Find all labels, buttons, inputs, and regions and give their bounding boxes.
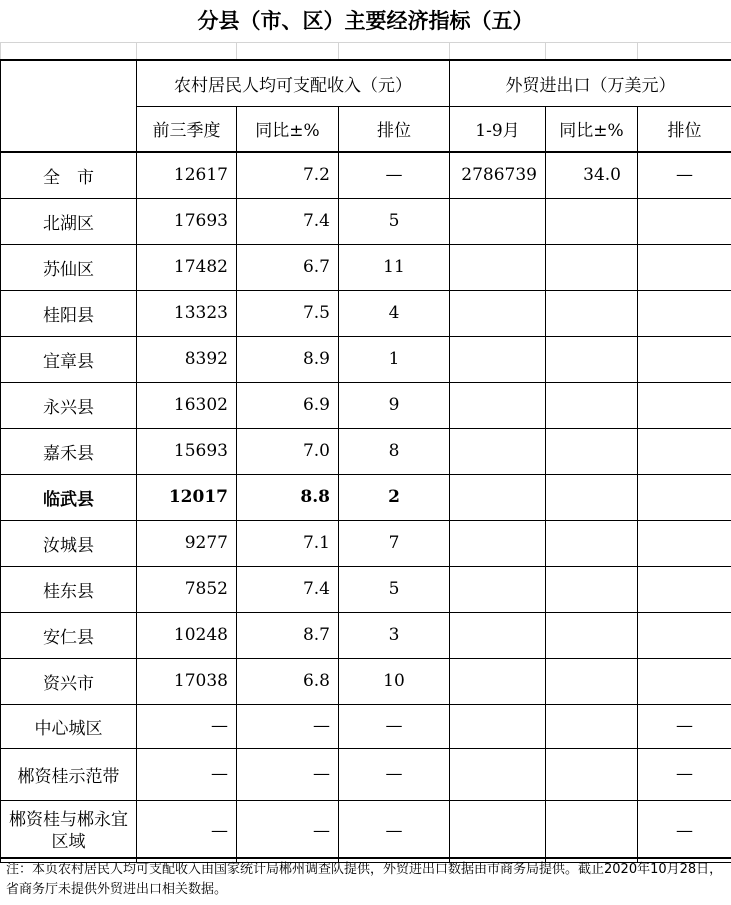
header-corner: [1, 60, 137, 152]
trade-yoy-cell: [546, 748, 638, 800]
header-sub-cell: 排位: [638, 106, 731, 152]
header-sub-cell: 同比±%: [546, 106, 638, 152]
income-value-cell: —: [137, 800, 237, 862]
row-name-cell: 郴资桂示范带: [1, 748, 137, 800]
income-value-cell: 17693: [137, 198, 237, 244]
indicator-table: [0, 42, 731, 863]
trade-rank-cell: —: [638, 800, 731, 862]
trade-value-cell: [450, 704, 546, 748]
trade-rank-cell: [638, 612, 731, 658]
table-row: [1, 152, 731, 198]
trade-yoy-cell: 34.0: [546, 152, 638, 198]
row-name-cell: 桂东县: [1, 566, 137, 612]
income-value-cell: 15693: [137, 428, 237, 474]
trade-value-cell: 2786739: [450, 152, 546, 198]
income-value-cell: —: [137, 704, 237, 748]
header-sub-cell: 排位: [339, 106, 450, 152]
table-row: [1, 748, 731, 800]
table-row: [1, 566, 731, 612]
page-title: 分县（市、区）主要经济指标（五）: [197, 9, 534, 33]
row-name-cell: 嘉禾县: [1, 428, 137, 474]
row-name-cell: 宜章县: [1, 336, 137, 382]
row-name-cell: 苏仙区: [1, 244, 137, 290]
income-value-cell: 16302: [137, 382, 237, 428]
income-value-cell: 9277: [137, 520, 237, 566]
income-value-cell: 12017: [137, 474, 237, 520]
income-rank-cell: 5: [339, 566, 450, 612]
trade-yoy-cell: [546, 566, 638, 612]
header-income: 农村居民人均可支配收入（元）: [137, 60, 450, 106]
income-rank-cell: —: [339, 152, 450, 198]
trade-rank-cell: [638, 198, 731, 244]
trade-rank-cell: [638, 382, 731, 428]
row-name-cell: 中心城区: [1, 704, 137, 748]
table-row: [1, 198, 731, 244]
income-rank-cell: —: [339, 704, 450, 748]
income-rank-cell: 10: [339, 658, 450, 704]
trade-rank-cell: [638, 290, 731, 336]
income-value-cell: 8392: [137, 336, 237, 382]
table-row: [1, 244, 731, 290]
header-sub-cell: 前三季度: [137, 106, 237, 152]
trade-value-cell: [450, 290, 546, 336]
row-name-cell: 桂阳县: [1, 290, 137, 336]
income-yoy-cell: 8.8: [237, 474, 339, 520]
trade-yoy-cell: [546, 428, 638, 474]
trade-yoy-cell: [546, 520, 638, 566]
income-value-cell: 7852: [137, 566, 237, 612]
header-sub-cell: 1-9月: [450, 106, 546, 152]
income-rank-cell: 3: [339, 612, 450, 658]
trade-value-cell: [450, 382, 546, 428]
income-rank-cell: 1: [339, 336, 450, 382]
footnote: 注：本页农村居民人均可支配收入由国家统计局郴州调查队提供，外贸进出口数据由市商务局提供。截止2020年10月28日，省商务厅未提供外贸进出口相关数据。: [6, 862, 723, 897]
trade-rank-cell: [638, 566, 731, 612]
income-yoy-cell: 7.4: [237, 566, 339, 612]
trade-yoy-cell: [546, 704, 638, 748]
spacer-row: [1, 43, 731, 61]
row-name-cell: 永兴县: [1, 382, 137, 428]
income-value-cell: 13323: [137, 290, 237, 336]
table-row: [1, 290, 731, 336]
table-row: [1, 382, 731, 428]
row-name-cell: 临武县: [1, 474, 137, 520]
trade-rank-cell: [638, 428, 731, 474]
trade-yoy-cell: [546, 474, 638, 520]
trade-value-cell: [450, 800, 546, 862]
income-value-cell: —: [137, 748, 237, 800]
table-row: [1, 658, 731, 704]
row-name-cell: 全 市: [1, 152, 137, 198]
trade-yoy-cell: [546, 658, 638, 704]
table-row: [1, 612, 731, 658]
trade-value-cell: [450, 612, 546, 658]
income-value-cell: 10248: [137, 612, 237, 658]
income-yoy-cell: 6.9: [237, 382, 339, 428]
income-rank-cell: 7: [339, 520, 450, 566]
header-row-group: [1, 60, 731, 106]
income-rank-cell: —: [339, 800, 450, 862]
trade-value-cell: [450, 748, 546, 800]
trade-rank-cell: —: [638, 748, 731, 800]
trade-value-cell: [450, 474, 546, 520]
trade-rank-cell: —: [638, 152, 731, 198]
row-name-cell: 汝城县: [1, 520, 137, 566]
income-yoy-cell: 7.1: [237, 520, 339, 566]
table-row: [1, 800, 731, 862]
trade-rank-cell: [638, 474, 731, 520]
row-name-cell: 北湖区: [1, 198, 137, 244]
income-yoy-cell: —: [237, 800, 339, 862]
income-rank-cell: 2: [339, 474, 450, 520]
income-yoy-cell: —: [237, 748, 339, 800]
trade-value-cell: [450, 336, 546, 382]
trade-rank-cell: [638, 244, 731, 290]
trade-value-cell: [450, 566, 546, 612]
table-row: [1, 336, 731, 382]
trade-yoy-cell: [546, 198, 638, 244]
trade-yoy-cell: [546, 290, 638, 336]
income-yoy-cell: 7.5: [237, 290, 339, 336]
income-yoy-cell: 6.8: [237, 658, 339, 704]
table-row: [1, 474, 731, 520]
trade-value-cell: [450, 428, 546, 474]
trade-value-cell: [450, 520, 546, 566]
income-yoy-cell: 8.7: [237, 612, 339, 658]
table-row: [1, 704, 731, 748]
trade-rank-cell: [638, 336, 731, 382]
income-rank-cell: —: [339, 748, 450, 800]
income-yoy-cell: 8.9: [237, 336, 339, 382]
table-row: [1, 428, 731, 474]
income-rank-cell: 9: [339, 382, 450, 428]
trade-yoy-cell: [546, 800, 638, 862]
trade-yoy-cell: [546, 612, 638, 658]
trade-value-cell: [450, 658, 546, 704]
note-divider: [0, 857, 731, 859]
row-name-cell: 郴资桂与郴永宜区域: [1, 800, 137, 862]
table-row: [1, 520, 731, 566]
income-rank-cell: 5: [339, 198, 450, 244]
row-name-cell: 资兴市: [1, 658, 137, 704]
trade-rank-cell: —: [638, 704, 731, 748]
trade-yoy-cell: [546, 336, 638, 382]
income-yoy-cell: 7.2: [237, 152, 339, 198]
trade-yoy-cell: [546, 382, 638, 428]
header-trade: 外贸进出口（万美元）: [450, 60, 731, 106]
row-name-cell: 安仁县: [1, 612, 137, 658]
income-yoy-cell: —: [237, 704, 339, 748]
trade-rank-cell: [638, 658, 731, 704]
income-yoy-cell: 6.7: [237, 244, 339, 290]
income-value-cell: 17482: [137, 244, 237, 290]
income-value-cell: 12617: [137, 152, 237, 198]
income-value-cell: 17038: [137, 658, 237, 704]
income-rank-cell: 4: [339, 290, 450, 336]
trade-value-cell: [450, 244, 546, 290]
header-sub-cell: 同比±%: [237, 106, 339, 152]
trade-value-cell: [450, 198, 546, 244]
trade-rank-cell: [638, 520, 731, 566]
income-rank-cell: 11: [339, 244, 450, 290]
income-yoy-cell: 7.4: [237, 198, 339, 244]
income-rank-cell: 8: [339, 428, 450, 474]
trade-yoy-cell: [546, 244, 638, 290]
income-yoy-cell: 7.0: [237, 428, 339, 474]
